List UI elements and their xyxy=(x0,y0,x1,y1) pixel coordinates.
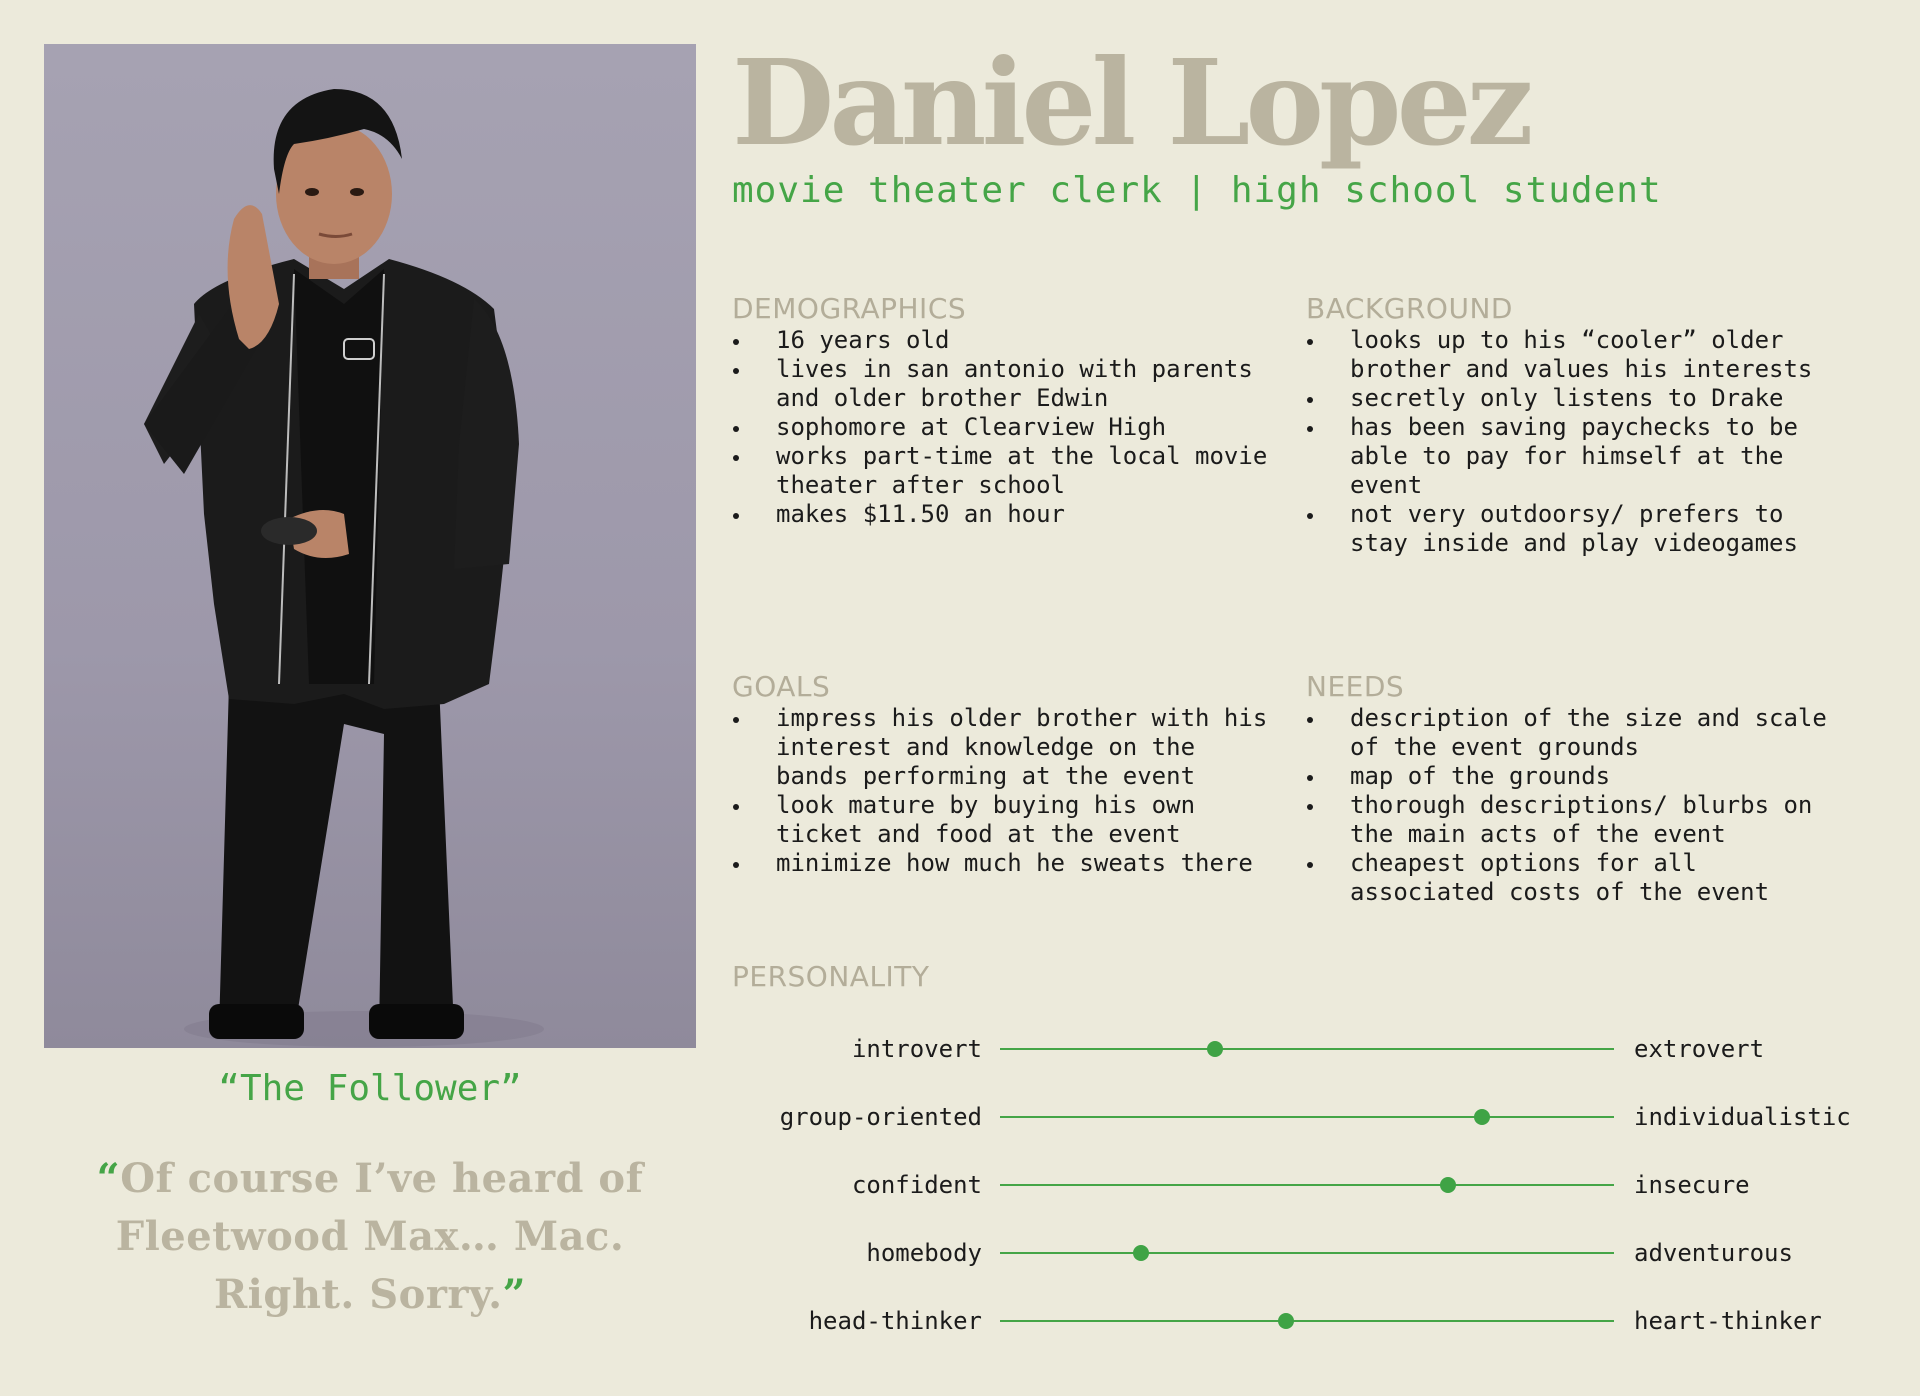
trait-right-label: insecure xyxy=(1634,1171,1750,1199)
trait-right-label: extrovert xyxy=(1634,1035,1765,1063)
trait-scale-head-thinker xyxy=(732,1301,1862,1341)
persona-name: Daniel Lopez xyxy=(732,33,1529,172)
goals-heading: GOALS xyxy=(732,670,831,703)
list-item: secretly only listens to Drake xyxy=(1306,384,1846,413)
trait-slider-track xyxy=(1000,1116,1614,1118)
demographics-list xyxy=(732,326,1272,529)
list-item: impress his older brother with his interest and knowledge on the bands performing at the event xyxy=(732,704,1272,791)
persona-photo xyxy=(44,44,696,1048)
list-item: lives in san antonio with parents and older brother Edwin xyxy=(732,355,1272,413)
trait-left-label: head-thinker xyxy=(808,1307,982,1335)
list-item: minimize how much he sweats there xyxy=(732,849,1272,878)
needs-heading: NEEDS xyxy=(1306,670,1405,703)
persona-quote xyxy=(44,1150,696,1324)
trait-slider-dot xyxy=(1133,1245,1149,1261)
goals-section xyxy=(732,670,1272,878)
trait-slider-dot xyxy=(1474,1109,1490,1125)
trait-slider-dot xyxy=(1440,1177,1456,1193)
demographics-heading: DEMOGRAPHICS xyxy=(732,292,967,325)
quote-close-mark: ” xyxy=(502,1271,527,1318)
trait-left-label: homebody xyxy=(866,1239,982,1267)
persona-nickname: “The Follower” xyxy=(218,1068,522,1109)
list-item: not very outdoorsy/ prefers to stay inside and play videogames xyxy=(1306,500,1846,558)
list-item: looks up to his “cooler” older brother and values his interests xyxy=(1306,326,1846,384)
persona-subtitle: movie theater clerk | high school student xyxy=(732,170,1662,211)
trait-slider-dot xyxy=(1278,1313,1294,1329)
trait-slider-track xyxy=(1000,1184,1614,1186)
trait-slider-track xyxy=(1000,1252,1614,1254)
trait-scale-homebody xyxy=(732,1233,1862,1273)
quote-open-mark: “ xyxy=(96,1155,121,1202)
trait-left-label: group-oriented xyxy=(779,1103,982,1131)
trait-slider-dot xyxy=(1207,1041,1223,1057)
trait-scale-group-oriented xyxy=(732,1097,1862,1137)
demographics-section xyxy=(732,292,1272,529)
quote-text: Of course I’ve heard of Fleetwood Max… Mac. Right. Sorry. xyxy=(115,1155,644,1318)
list-item: thorough descriptions/ blurbs on the main acts of the event xyxy=(1306,791,1846,849)
list-item: makes $11.50 an hour xyxy=(732,500,1272,529)
list-item: sophomore at Clearview High xyxy=(732,413,1272,442)
list-item: description of the size and scale of the event grounds xyxy=(1306,704,1846,762)
trait-slider-track xyxy=(1000,1320,1614,1322)
trait-right-label: heart-thinker xyxy=(1634,1307,1822,1335)
needs-list xyxy=(1306,704,1846,907)
list-item: works part-time at the local movie theater after school xyxy=(732,442,1272,500)
goals-list xyxy=(732,704,1272,878)
needs-section xyxy=(1306,670,1846,907)
list-item: look mature by buying his own ticket and food at the event xyxy=(732,791,1272,849)
trait-slider-track xyxy=(1000,1048,1614,1050)
trait-left-label: confident xyxy=(851,1171,982,1199)
personality-section xyxy=(732,960,1272,994)
trait-scale-confident xyxy=(732,1165,1862,1205)
list-item: cheapest options for all associated costs of the event xyxy=(1306,849,1846,907)
list-item: map of the grounds xyxy=(1306,762,1846,791)
trait-left-label: introvert xyxy=(851,1035,982,1063)
background-list xyxy=(1306,326,1846,558)
personality-heading: PERSONALITY xyxy=(732,960,930,993)
background-section xyxy=(1306,292,1846,558)
trait-scale-introvert xyxy=(732,1029,1862,1069)
trait-right-label: individualistic xyxy=(1634,1103,1851,1131)
list-item: has been saving paychecks to be able to pay for himself at the event xyxy=(1306,413,1846,500)
background-heading: BACKGROUND xyxy=(1306,292,1513,325)
person-illustration xyxy=(44,44,696,1048)
list-item: 16 years old xyxy=(732,326,1272,355)
trait-right-label: adventurous xyxy=(1634,1239,1793,1267)
